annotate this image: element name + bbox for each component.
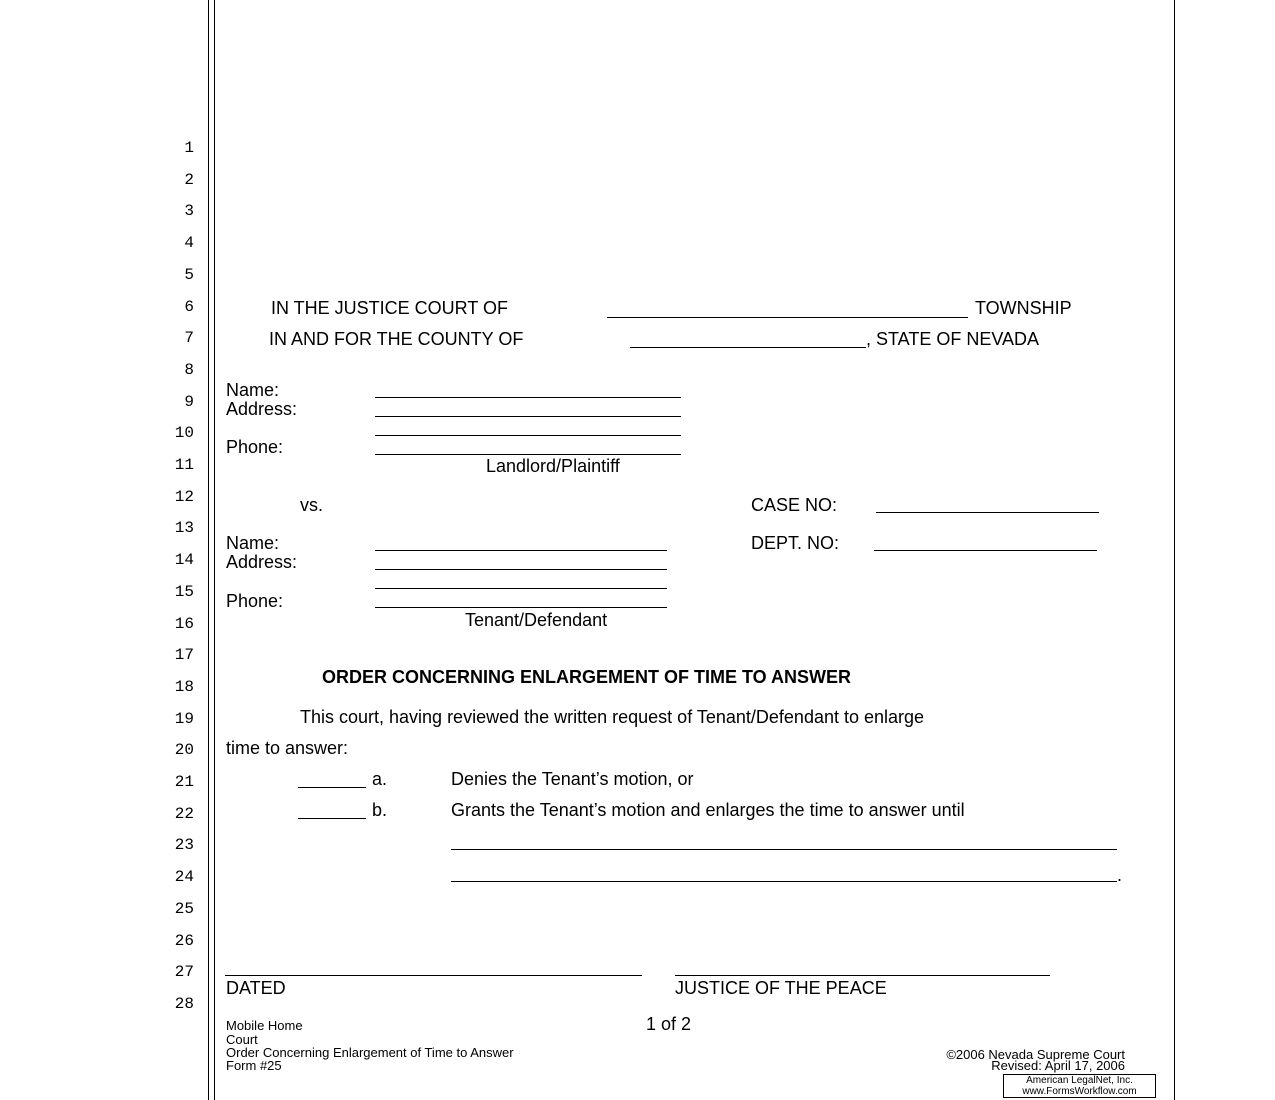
defendant-name-label: Name:	[226, 533, 280, 553]
line-number: 18	[174, 677, 194, 696]
justice-label: JUSTICE OF THE PEACE	[675, 978, 887, 998]
line-number: 16	[174, 614, 194, 633]
court-line-prefix: IN THE JUSTICE COURT OF	[271, 298, 509, 318]
plaintiff-address-label: Address:	[226, 399, 298, 419]
footer-category: Mobile Home	[226, 1018, 303, 1033]
dept-no-label: DEPT. NO:	[751, 533, 840, 553]
line-number: 24	[174, 868, 194, 887]
defendant-address-label: Address:	[226, 552, 298, 572]
line-number: 3	[184, 202, 194, 221]
option-b-label: b.	[372, 800, 388, 820]
defendant-role: Tenant/Defendant	[465, 610, 608, 630]
footer-court: Court	[226, 1032, 258, 1047]
left-margin-rule-outer	[208, 0, 209, 1100]
dated-label: DATED	[226, 978, 286, 998]
plaintiff-name-label: Name:	[226, 380, 280, 400]
option-a-text: Denies the Tenant’s motion, or	[451, 769, 694, 789]
right-margin-rule	[1174, 0, 1175, 1100]
until-date-line-2	[451, 881, 1117, 882]
until-period: .	[1117, 865, 1123, 885]
body-paragraph-line-2: time to answer:	[226, 738, 349, 758]
option-b-checkline	[298, 818, 366, 819]
line-number: 11	[174, 456, 194, 474]
order-title: ORDER CONCERNING ENLARGEMENT OF TIME TO ANSWER	[322, 667, 852, 687]
plaintiff-name-line	[375, 397, 681, 398]
body-paragraph-line-1: This court, having reviewed the written request of Tenant/Defendant to enlarge	[300, 707, 925, 727]
line-number: 20	[174, 741, 194, 760]
line-number: 6	[184, 297, 194, 316]
line-number: 15	[174, 582, 194, 601]
justice-signature-line	[675, 975, 1050, 976]
case-no-blank	[876, 512, 1099, 513]
credit-company: American LegalNet, Inc.	[1026, 1075, 1133, 1086]
dept-no-blank	[874, 550, 1097, 551]
line-number: 19	[174, 709, 194, 728]
line-number: 25	[174, 899, 194, 918]
plaintiff-phone-line	[375, 454, 681, 455]
footer-form-number: Form #25	[226, 1058, 282, 1073]
line-number: 10	[174, 424, 194, 443]
left-margin-rule-inner	[214, 0, 215, 1100]
line-number: 28	[174, 994, 194, 1013]
dated-line	[225, 975, 642, 976]
defendant-address-line-1	[375, 569, 667, 570]
until-date-line-1	[451, 849, 1117, 850]
court-line-suffix: TOWNSHIP	[975, 298, 1072, 318]
line-number: 14	[174, 551, 194, 570]
plaintiff-phone-label: Phone:	[226, 437, 284, 457]
option-b-text: Grants the Tenant’s motion and enlarges the time to answer until	[451, 800, 965, 820]
township-blank	[607, 317, 968, 318]
line-number: 23	[174, 836, 194, 855]
defendant-address-line-2	[375, 588, 667, 589]
line-number: 5	[184, 265, 194, 284]
plaintiff-address-line-2	[375, 435, 681, 436]
line-number: 26	[174, 931, 194, 950]
case-no-label: CASE NO:	[751, 495, 838, 515]
line-number: 1	[184, 139, 194, 157]
line-number: 13	[174, 519, 194, 538]
line-number: 27	[174, 963, 194, 982]
line-number: 4	[184, 234, 194, 253]
credit-box	[1003, 1074, 1156, 1098]
defendant-phone-line	[375, 607, 667, 608]
line-number: 17	[174, 646, 194, 665]
footer-form-title: Order Concerning Enlargement of Time to Answer	[226, 1045, 514, 1060]
copyright: ©2006 Nevada Supreme Court	[946, 1047, 1125, 1062]
page-number: 1 of 2	[646, 1014, 692, 1034]
revised-date: Revised: April 17, 2006	[991, 1058, 1125, 1073]
line-number: 2	[184, 170, 194, 189]
line-number: 22	[174, 804, 194, 823]
line-number: 12	[174, 487, 194, 506]
defendant-phone-label: Phone:	[226, 591, 284, 611]
line-number: 7	[184, 329, 194, 348]
defendant-name-line	[375, 550, 667, 551]
option-a-label: a.	[372, 769, 388, 789]
credit-website: www.FormsWorkflow.com	[1022, 1086, 1137, 1097]
county-blank	[630, 347, 866, 348]
county-line-prefix: IN AND FOR THE COUNTY OF	[269, 329, 524, 349]
option-a-checkline	[298, 787, 366, 788]
plaintiff-role: Landlord/Plaintiff	[486, 456, 620, 476]
plaintiff-address-line-1	[375, 416, 681, 417]
county-line-suffix: , STATE OF NEVADA	[866, 329, 1040, 349]
line-number: 8	[184, 360, 194, 379]
vs-label: vs.	[300, 495, 324, 515]
line-number: 21	[174, 773, 194, 791]
line-number: 9	[184, 392, 194, 411]
